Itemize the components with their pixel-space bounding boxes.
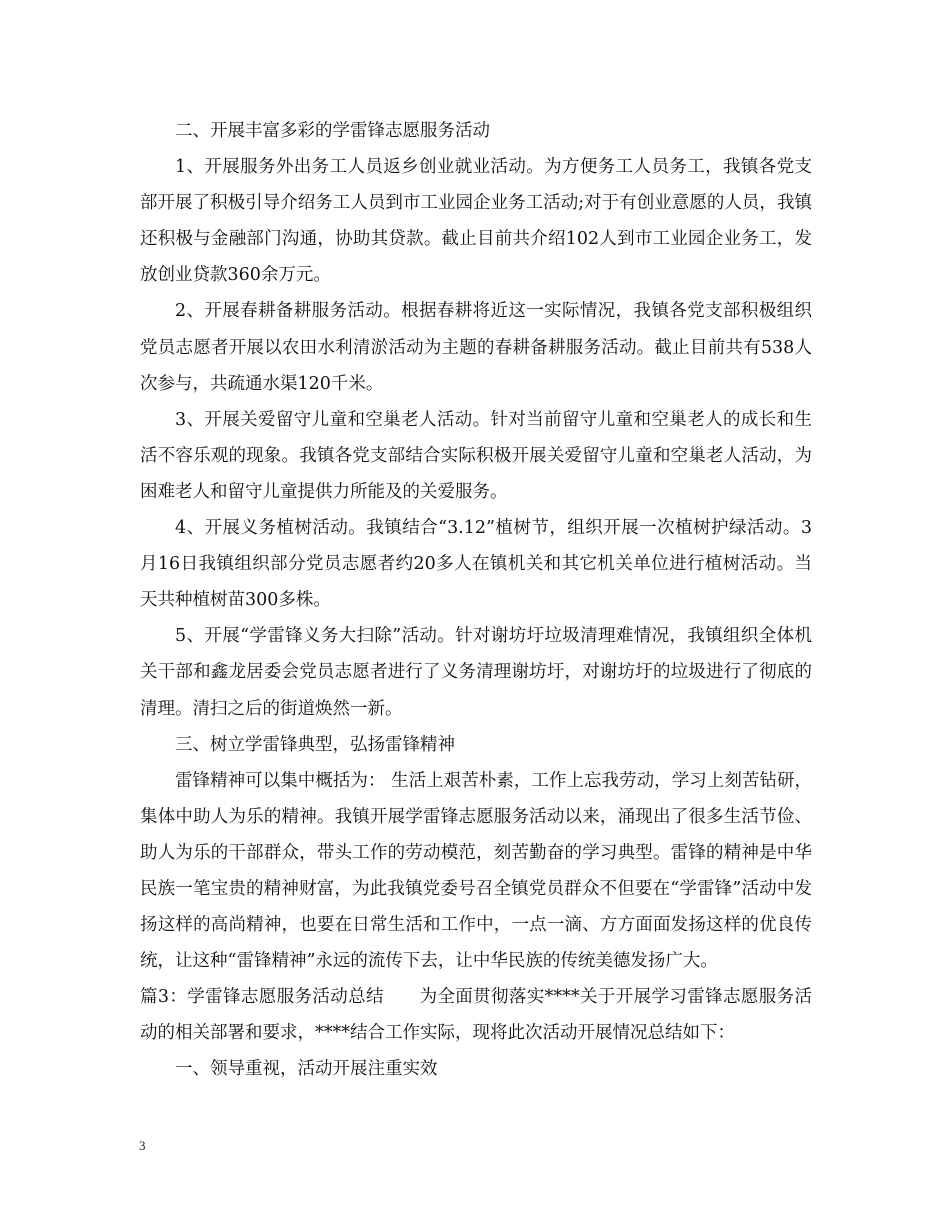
article-3-intro: 篇3：学雷锋志愿服务活动总结 为全面贯彻落实****关于开展学习雷锋志愿服务活动的相关部署和要求，****结合工作实际，现将此次活动开展情况总结如下：: [140, 987, 812, 1044]
page-number: 3: [139, 1138, 146, 1153]
paragraph-item-4: 4、开展义务植树活动。我镇结合“3.12”植树节，组织开展一次植树护绿活动。3月16日我镇组织部分党员志愿者约20多人在镇机关和其它机关单位进行植树活动。当天共种植树苗300多株。: [140, 518, 812, 611]
paragraph-item-3: 3、开展关爱留守儿童和空巢老人活动。针对当前留守儿童和空巢老人的成长和生活不容乐观的现象。我镇各党支部结合实际积极开展关爱留守儿童和空巢老人活动，为困难老人和留守儿童提供力所能及的关爱服务。: [140, 409, 812, 502]
paragraph-item-1: 1、开展服务外出务工人员返乡创业就业活动。为方便务工人员务工，我镇各党支部开展了积极引导介绍务工人员到市工业园企业务工活动;对于有创业意愿的人员，我镇还积极与金融部门沟通，协助其贷款。截止目前共介绍102人到市工业园企业务工，发放创业贷款360余万元。: [140, 157, 812, 286]
section-heading-2: 二、开展丰富多彩的学雷锋志愿服务活动: [175, 121, 490, 141]
paragraph-item-5: 5、开展“学雷锋义务大扫除”活动。针对谢坊圩垃圾清理难情况，我镇组织全体机关干部和鑫龙居委会党员志愿者进行了义务清理谢坊圩，对谢坊圩的垃圾进行了彻底的清理。清扫之后的街道焕然一新。: [140, 626, 812, 719]
section-heading-1: 一、领导重视，活动开展注重实效: [175, 1059, 438, 1080]
section-heading-3: 三、树立学雷锋典型，弘扬雷锋精神: [175, 734, 455, 755]
document-body: [140, 113, 812, 1088]
paragraph-item-2: 2、开展春耕备耕服务活动。根据春耕将近这一实际情况，我镇各党支部积极组织党员志愿者开展以农田水利清淤活动为主题的春耕备耕服务活动。截止目前共有538人次参与，共疏通水渠120千米。: [140, 301, 812, 394]
paragraph-lei-feng-spirit: 雷锋精神可以集中概括为： 生活上艰苦朴素，工作上忘我劳动，学习上刻苦钻研，集体中助人为乐的精神。我镇开展学雷锋志愿服务活动以来，涌现出了很多生活节俭、助人为乐的干部群众，带头工作的劳动模范，刻苦勤奋的学习典型。雷锋的精神是中华民族一笔宝贵的精神财富，为此我镇党委号召全镇党员群众不但要在“学雷锋”活动中发扬这样的高尚精神，也要在日常生活和工作中，一点一滴、方方面面发扬这样的优良传统，让这种“雷锋精神”永远的流传下去，让中华民族的传统美德发扬广大。: [140, 770, 812, 972]
